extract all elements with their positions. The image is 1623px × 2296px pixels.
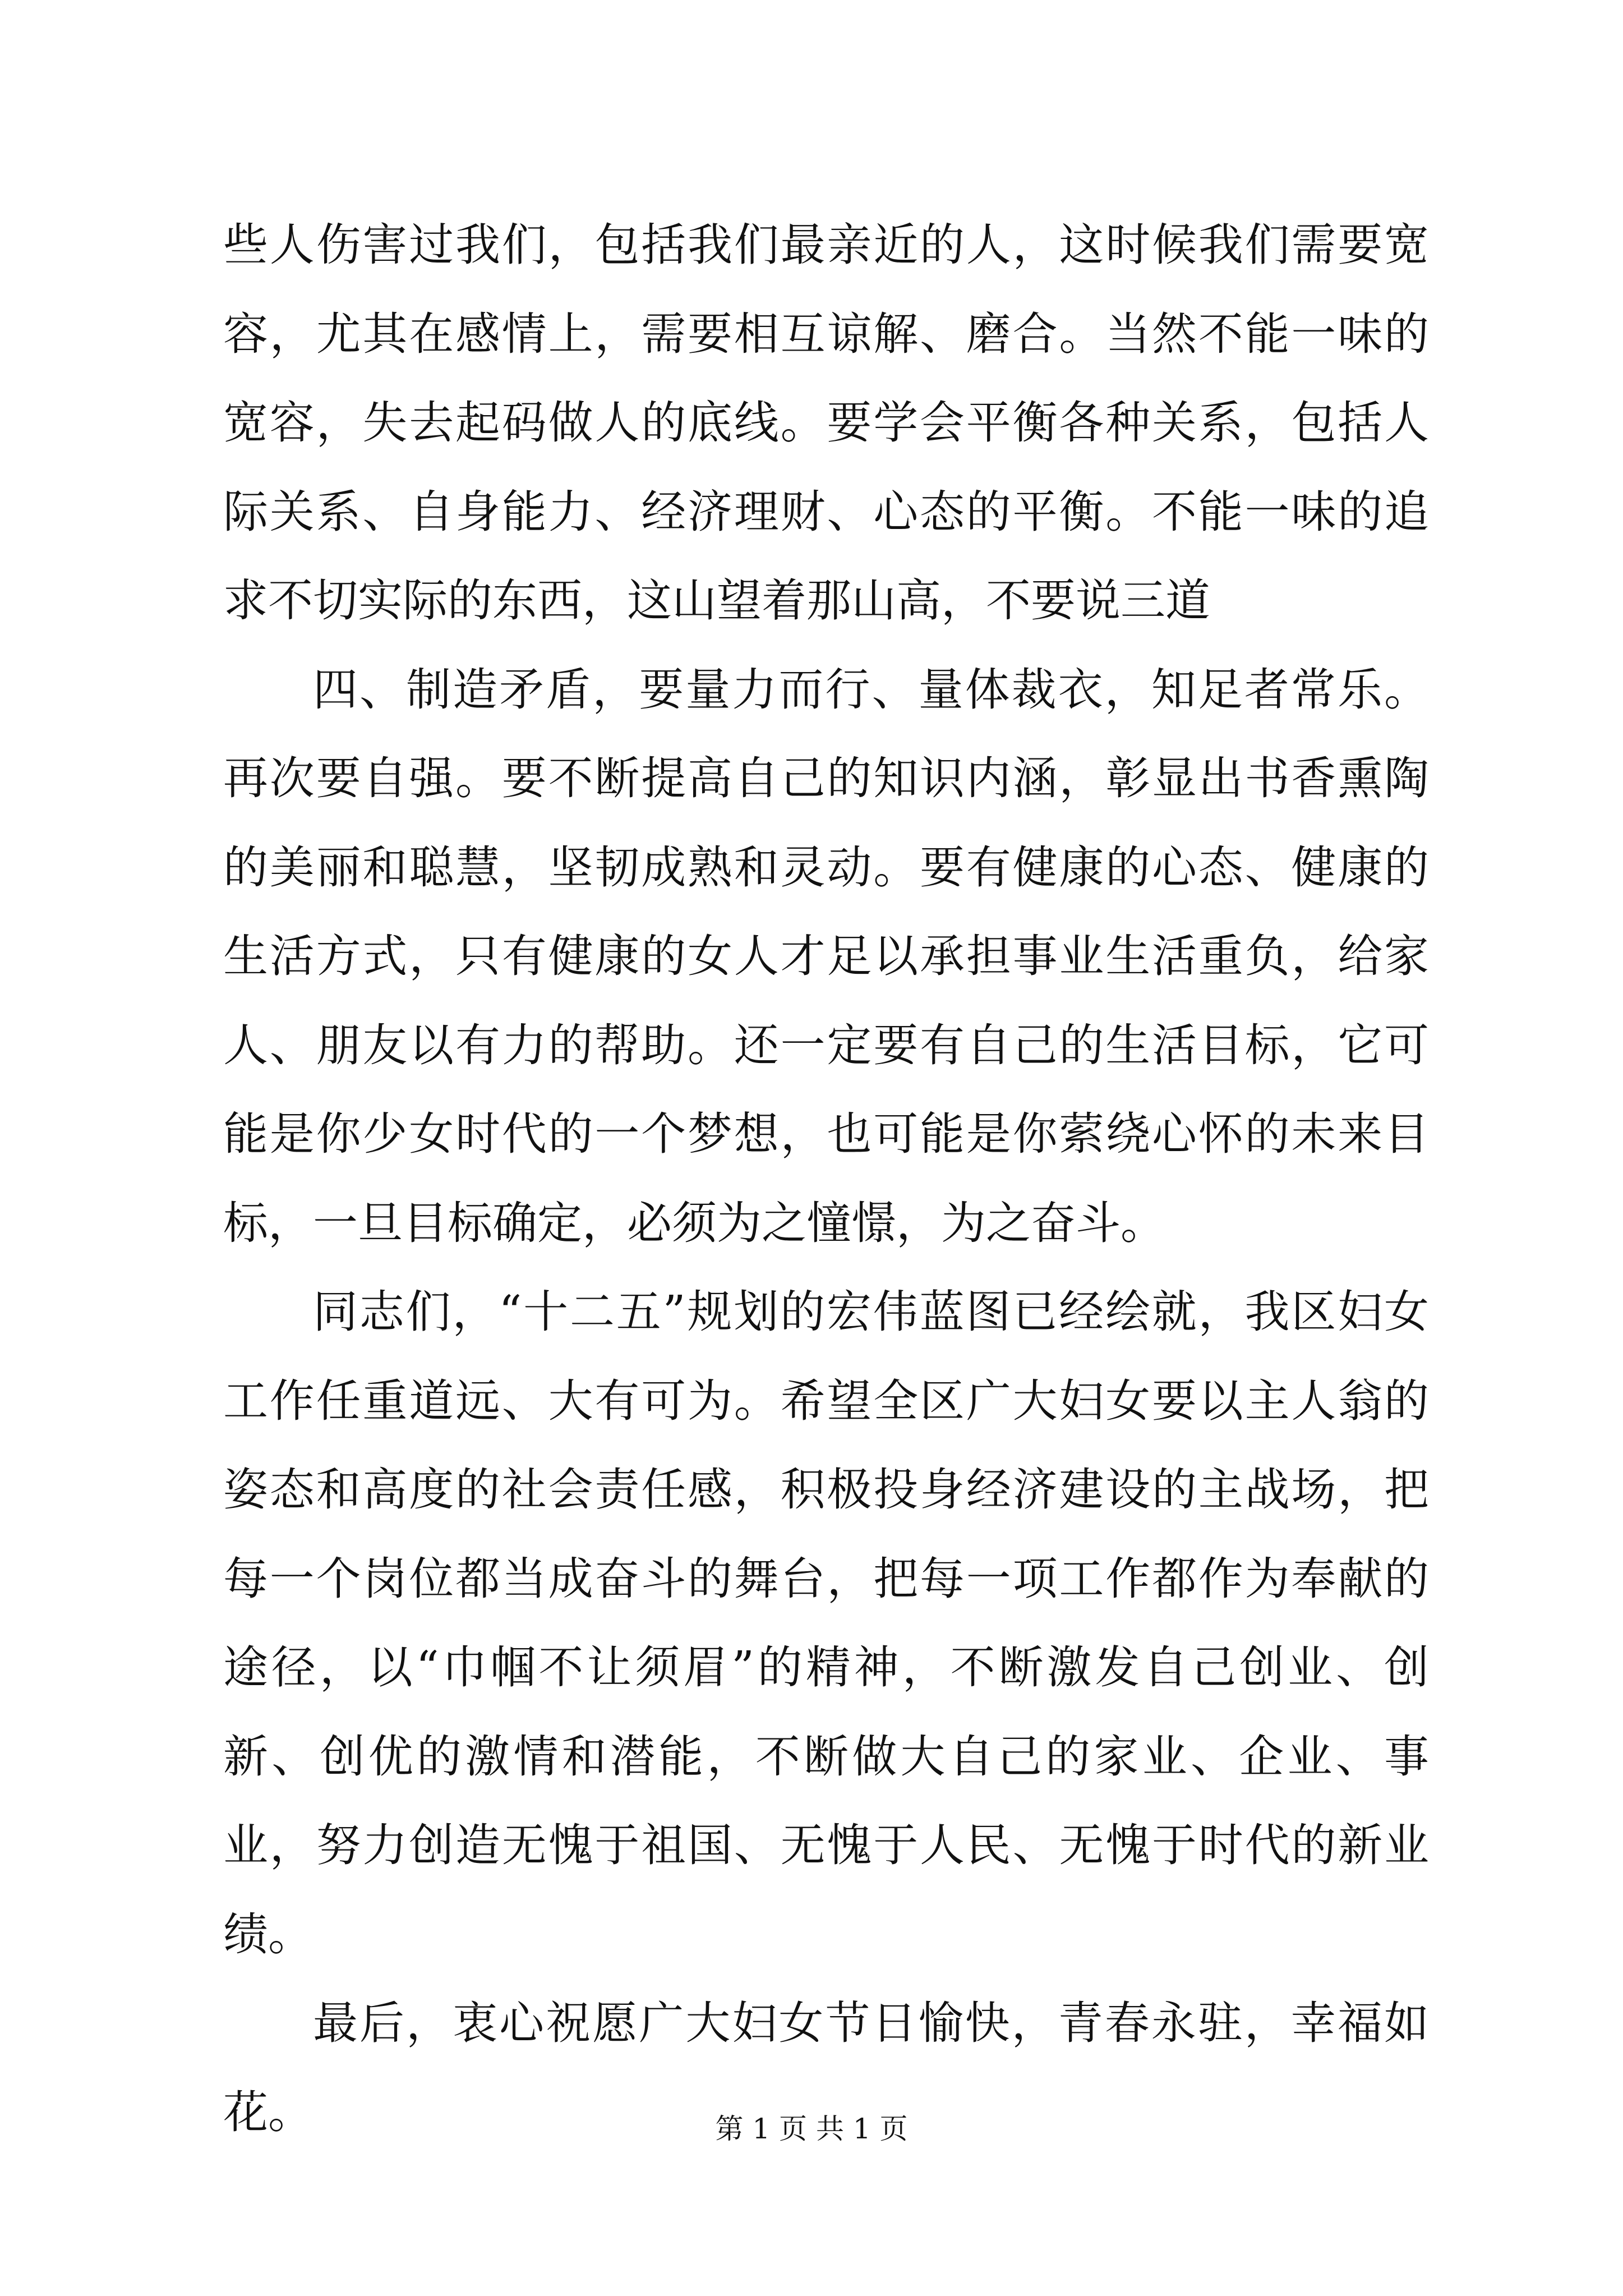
document-body — [223, 201, 1429, 2157]
paragraph-comrades: 同志们，“十二五”规划的宏伟蓝图已经绘就，我区妇女工作任重道远、大有可为。希望全区广大妇女要以主人翁的姿态和高度的社会责任感，积极投身经济建设的主战场，把每一个岗位都当成奋斗的舞台，把每一项工作都作为奉献的途径，以“巾帼不让须眉”的精神，不断激发自己创业、创新、创优的激情和潜能，不断做大自己的家业、企业、事业，努力创造无愧于祖国、无愧于人民、无愧于时代的新业绩。 — [223, 1286, 1429, 1961]
paragraph-closing: 最后，衷心祝愿广大妇女节日愉快，青春永驻，幸福如花。 — [223, 1997, 1429, 2138]
paragraph-four: 四、制造矛盾，要量力而行、量体裁衣，知足者常乐。再次要自强。要不断提高自己的知识内涵，彰显出书香熏陶的美丽和聪慧，坚韧成熟和灵动。要有健康的心态、健康的生活方式，只有健康的女人才足以承担事业生活重负，给家人、朋友以有力的帮助。还一定要有自己的生活目标，它可能是你少女时代的一个梦想，也可能是你萦绕心怀的未来目标，一旦目标确定，必须为之憧憬，为之奋斗。 — [223, 663, 1429, 1249]
page-footer: 第 1 页 共 1 页 — [715, 2113, 908, 2145]
paragraph-continued: 些人伤害过我们，包括我们最亲近的人，这时候我们需要宽容，尤其在感情上，需要相互谅解、磨合。当然不能一味的宽容，失去起码做人的底线。要学会平衡各种关系，包括人际关系、自身能力、经济理财、心态的平衡。不能一味的追求不切实际的东西，这山望着那山高，不要说三道 — [223, 219, 1429, 627]
